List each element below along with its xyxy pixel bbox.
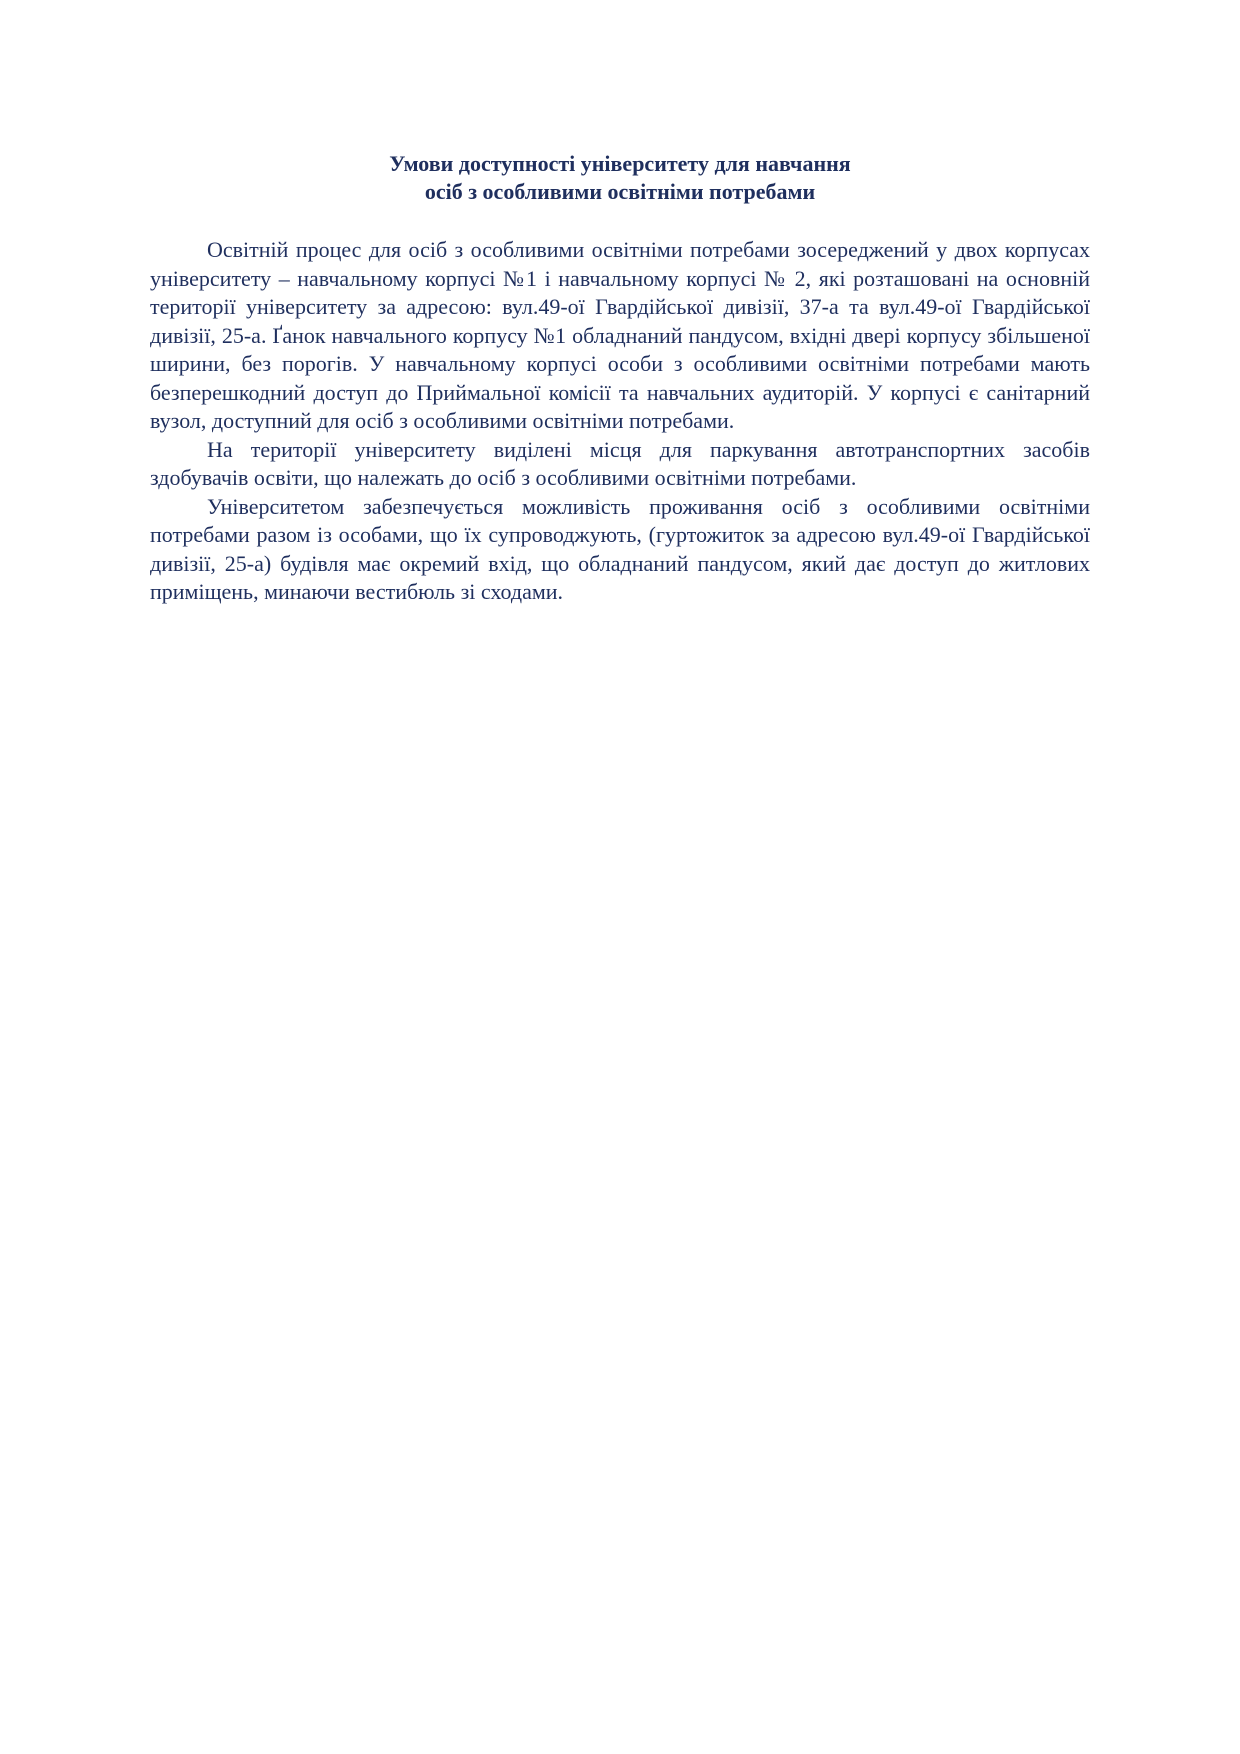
body-paragraph: Освітній процес для осіб з особливими освітніми потребами зосереджений у двох корпусах університету – навчальному корпусі №1 і навчальному корпусі № 2, які розташовані на основній території університету за адресою: вул.49-ої Гвардійської дивізії, 37-а та вул.49-ої Гвардійської дивізії, 25-а. Ґанок навчального корпусу №1 обладнаний пандусом, вхідні двері корпусу збільшеної ширини, без порогів. У навчальному корпусі особи з особливими освітніми потребами мають безперешкодний доступ до Приймальної комісії та навчальних аудиторій. У корпусі є санітарний вузол, доступний для осіб з особливими освітніми потребами. bbox=[150, 237, 1090, 433]
document-title-line: осіб з особливими освітніми потребами bbox=[424, 179, 816, 204]
document-title bbox=[150, 150, 1090, 206]
body-paragraph: На території університету виділені місця для паркування автотранспортних засобів здобувачів освіти, що належать до осіб з особливими освітніми потребами. bbox=[150, 436, 1090, 490]
body-paragraph: Університетом забезпечується можливість проживання осіб з особливими освітніми потребами разом із особами, що їх супроводжують, (гуртожиток за адресою вул.49-ої Гвардійської дивізії, 25-а) будівля має окремий вхід, що обладнаний пандусом, який дає доступ до житлових приміщень, минаючи вестибюль зі сходами. bbox=[150, 493, 1090, 604]
document-content bbox=[150, 150, 1090, 607]
document-body bbox=[150, 236, 1090, 607]
document-title-line: Умови доступності університету для навчання bbox=[389, 151, 851, 176]
